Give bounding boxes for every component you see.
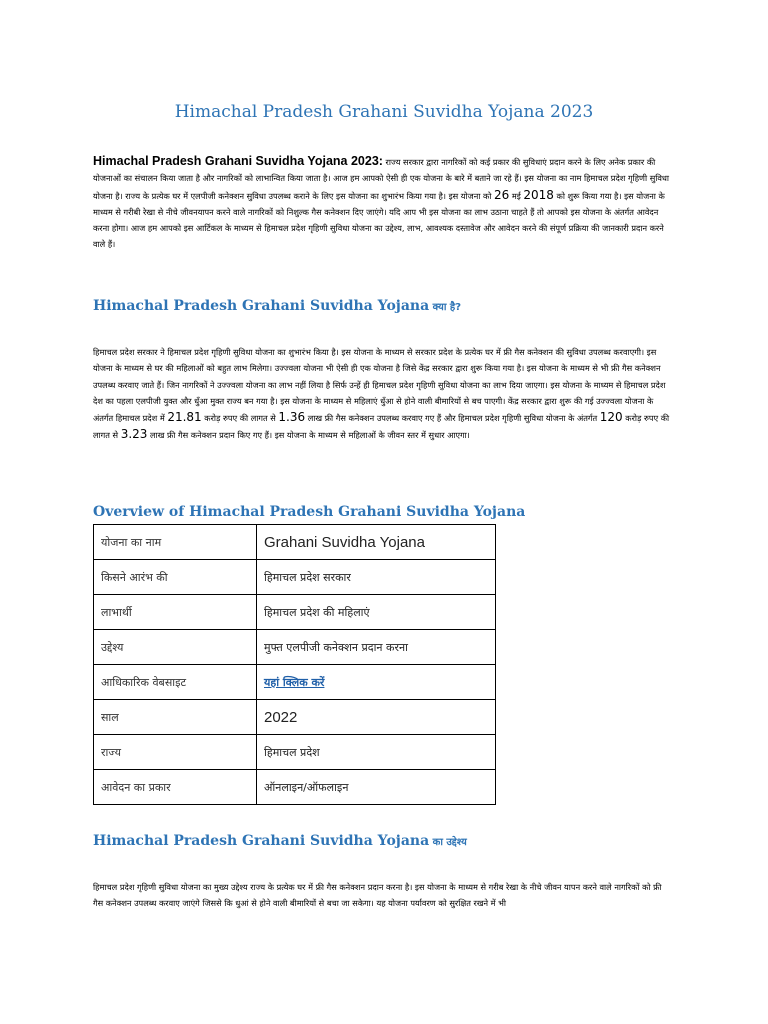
intro-text-a: राज्य सरकार द्वारा नागरिकों को कई प्रकार की सुविधाएं प्रदान करने के लिए अनेक प्रकार की योजनाओं का संचालन किया जाता है और नागरिकों को लाभान्वित किया जाता है। आज हम आपको ऐसी ही एक योजना के बारे में बताने जा रहे हैं। इस योजना का नाम हिमाचल प्रदेश गृहिणी सुविधा योजना है। राज्य के प्रत्येक घर में एलपीजी कनेक्शन सुविधा उपलब्ध कराने के लिए इस योजना का शुभारंभ किया गया है। इस योजना को <box>93 157 670 201</box>
table-label-objective: उद्देश्य <box>94 630 257 665</box>
intro-paragraph <box>93 153 670 253</box>
section-objective-heading <box>93 833 467 849</box>
section-what-is-text-c: लाख फ्री गैस कनेक्शन उपलब्ध करवाए गए हैं और हिमाचल प्रदेश गृहिणी सुविधा योजना के अंतर्गत <box>305 413 600 424</box>
table-value-state: हिमाचल प्रदेश <box>257 735 496 770</box>
section-what-is-text-e: लाख फ्री गैस कनेक्शन प्रदान किए गए हैं। इस योजना के माध्यम से महिलाओं के जीवन स्तर में सुधार आएगा। <box>147 430 470 441</box>
connections-value-2: 3.23 <box>120 427 148 442</box>
table-row <box>94 525 496 560</box>
table-label-beneficiary: लाभार्थी <box>94 595 257 630</box>
cost-value-1: 21.81 <box>167 410 202 425</box>
section-what-is-paragraph <box>93 344 670 444</box>
table-value-scheme-name: Grahani Suvidha Yojana <box>257 525 496 560</box>
table-value-objective: मुफ्त एलपीजी कनेक्शन प्रदान करना <box>257 630 496 665</box>
intro-text-c: को शुरू किया गया है। इस योजना के माध्यम से गरीबी रेखा से नीचे जीवनयापन करने वाले नागरिकों को निशुल्क गैस कनेक्शन दिए जाएंगे। यदि आप भी इस योजना का लाभ उठाना चाहते हैं तो आपको इस योजना के अंतर्गत आवेदन करना होगा। आज हम आपको इस आर्टिकल के माध्यम से हिमाचल प्रदेश गृहिणी सुविधा योजना का उद्देश्य, लाभ, आवश्यक दस्तावेज और आवेदन करने की संपूर्ण प्रक्रिया की जानकारी प्रदान करने वाले हैं। <box>93 190 665 250</box>
section-what-is-text-b: करोड़ रुपए की लागत से <box>201 413 279 424</box>
table-value-launched-by: हिमाचल प्रदेश सरकार <box>257 560 496 595</box>
table-row <box>94 770 496 805</box>
intro-text-b: मई <box>509 190 524 201</box>
section-objective-paragraph: हिमाचल प्रदेश गृहिणी सुविधा योजना का मुख्य उद्देश्य राज्य के प्रत्येक घर में फ्री गैस कनेक्शन प्रदान करना है। इस योजना के माध्यम से गरीब रेखा के नीचे जीवन यापन करने वाले नागरिकों को फ्री गैस कनेक्शन उपलब्ध करवाए जाएंगे जिससे कि धुआं से होने वाली बीमारियों से बचा जा सकेगा। यह योजना पर्यावरण को सुरक्षित रखने में भी <box>93 882 662 909</box>
overview-heading: Overview of Himachal Pradesh Grahani Suvidha Yojana <box>93 504 526 520</box>
overview-table <box>93 524 496 805</box>
table-label-official-website: आधिकारिक वेबसाइट <box>94 665 257 700</box>
table-row <box>94 560 496 595</box>
intro-lead: Himachal Pradesh Grahani Suvidha Yojana 2023: <box>93 154 383 168</box>
section-what-is-heading-text: Himachal Pradesh Grahani Suvidha Yojana <box>93 298 430 314</box>
section-objective-heading-suffix: का उद्देश्य <box>429 837 467 848</box>
section-what-is-text-a: हिमाचल प्रदेश सरकार ने हिमाचल प्रदेश गृहिणी सुविधा योजना का शुभारंभ किया है। इस योजना के माध्यम से सरकार प्रदेश के प्रत्येक घर में फ्री गैस कनेक्शन की सुविधा उपलब्ध करवाएगी। इस योजना के माध्यम से घर की महिलाओं को बहुत लाभ मिलेगा। उज्ज्वला योजना भी ऐसी ही एक योजना है जिसे केंद्र सरकार द्वारा शुरू किया गया है। इस योजना के माध्यम से भी फ्री गैस कनेक्शन उपलब्ध करवाए जाते हैं। जिन नागरिकों ने उज्ज्वला योजना का लाभ नहीं लिया है सिर्फ उन्हें ही हिमाचल प्रदेश गृहिणी सुविधा योजना का लाभ दिया जाएगा। इस योजना के माध्यम से हिमाचल प्रदेश देश का पहला एलपीजी युक्त और धुँआ मुक्त राज्य बन गया है। इस योजना के माध्यम से महिलाएं धुँआ से होने वाली बीमारियों से बच पाएगी। केंद्र सरकार द्वारा शुरू की गई उज्ज्वला योजना के अंतर्गत हिमाचल प्रदेश में <box>93 347 666 424</box>
connections-value-1: 1.36 <box>278 410 306 425</box>
table-value-application-type: ऑनलाइन/ऑफलाइन <box>257 770 496 805</box>
table-row <box>94 700 496 735</box>
table-label-launched-by: किसने आरंभ की <box>94 560 257 595</box>
table-label-application-type: आवेदन का प्रकार <box>94 770 257 805</box>
document-title: Himachal Pradesh Grahani Suvidha Yojana 2023 <box>174 102 594 122</box>
section-objective-heading-text: Himachal Pradesh Grahani Suvidha Yojana <box>93 833 430 849</box>
table-label-year: साल <box>94 700 257 735</box>
official-website-link[interactable]: यहां क्लिक करें <box>257 665 496 700</box>
table-row <box>94 735 496 770</box>
section-what-is-heading <box>93 298 461 314</box>
cost-value-2: 120 <box>599 410 623 425</box>
table-label-scheme-name: योजना का नाम <box>94 525 257 560</box>
section-what-is-heading-suffix: क्या है? <box>429 302 462 313</box>
table-row <box>94 630 496 665</box>
table-value-beneficiary: हिमाचल प्रदेश की महिलाएं <box>257 595 496 630</box>
table-row <box>94 665 496 700</box>
table-label-state: राज्य <box>94 735 257 770</box>
intro-date: 26 <box>493 187 510 202</box>
section-what-is-text-d: करोड़ रुपए की लागत से <box>93 413 670 441</box>
table-value-year: 2022 <box>257 700 496 735</box>
intro-year: 2018 <box>523 187 554 202</box>
table-row <box>94 595 496 630</box>
